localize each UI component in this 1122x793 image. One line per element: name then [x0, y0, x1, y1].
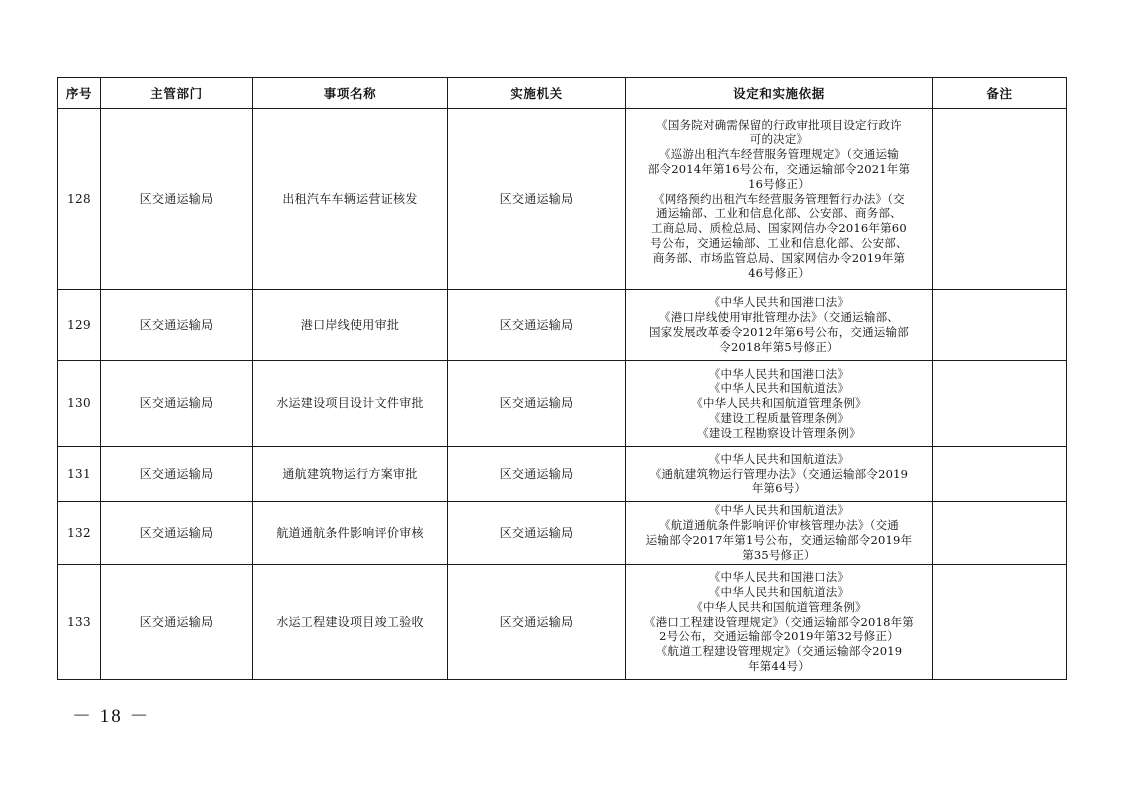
header-competent-department: 主管部门 [101, 78, 253, 109]
row-agency: 区交通运输局 [448, 447, 626, 502]
row-item-name: 航道通航条件影响评价审核 [253, 502, 448, 565]
row-agency: 区交通运输局 [448, 565, 626, 680]
basis-line: 《中华人民共和国港口法》 [708, 570, 850, 585]
basis-line: 《通航建筑物运行管理办法》（交通运输部令2019 [649, 466, 909, 481]
header-remarks: 备注 [933, 78, 1067, 109]
basis-line: 《中华人民共和国航道管理条例》 [691, 396, 867, 411]
basis-line: 《中华人民共和国航道法》 [708, 503, 850, 518]
basis-line: 2号公布，交通运输部令2019年第32号修正） [659, 629, 899, 644]
row-serial-number: 133 [58, 565, 101, 680]
administrative-approval-table [57, 77, 1067, 680]
basis-line: 《航道工程建设管理规定》（交通运输部令2019 [655, 644, 903, 659]
basis-line: 《航道通航条件影响评价审核管理办法》（交通 [659, 518, 899, 533]
row-remarks [933, 502, 1067, 565]
table-row [58, 502, 1067, 565]
basis-line: 《中华人民共和国港口法》 [708, 295, 850, 310]
basis-line: 运输部令2017年第1号公布，交通运输部令2019年 [645, 533, 913, 547]
basis-line: 《建设工程勘察设计管理条例》 [697, 425, 861, 440]
row-legal-basis [626, 565, 933, 680]
row-serial-number: 132 [58, 502, 101, 565]
basis-line: 46号修正） [748, 265, 810, 280]
row-serial-number: 131 [58, 447, 101, 502]
row-serial-number: 129 [58, 290, 101, 361]
row-department: 区交通运输局 [101, 447, 253, 502]
row-serial-number: 128 [58, 109, 101, 290]
basis-line: 16号修正） [748, 176, 810, 191]
basis-line: 《中华人民共和国航道法》 [708, 451, 850, 466]
table-row [58, 361, 1067, 447]
row-remarks [933, 290, 1067, 361]
row-serial-number: 130 [58, 361, 101, 447]
row-department: 区交通运输局 [101, 565, 253, 680]
row-department: 区交通运输局 [101, 290, 253, 361]
basis-line: 《建设工程质量管理条例》 [708, 410, 850, 425]
basis-line: 部令2014年第16号公布，交通运输部令2021年第 [647, 162, 911, 176]
row-agency: 区交通运输局 [448, 502, 626, 565]
row-legal-basis [626, 109, 933, 290]
row-legal-basis [626, 502, 933, 565]
basis-line: 《港口岸线使用审批管理办法》（交通运输部、 [659, 310, 899, 325]
basis-line: 《港口工程建设管理规定》（交通运输部令2018年第 [643, 614, 914, 629]
basis-line: 令2018年第5号修正） [719, 339, 839, 354]
table-row [58, 109, 1067, 290]
basis-line: 工商总局、质检总局、国家网信办令2016年第60 [651, 221, 907, 236]
basis-line: 年第44号） [748, 658, 810, 673]
row-remarks [933, 447, 1067, 502]
row-item-name: 港口岸线使用审批 [253, 290, 448, 361]
header-implementing-agency: 实施机关 [448, 78, 626, 109]
basis-line: 第35号修正） [742, 547, 816, 562]
row-item-name: 水运工程建设项目竣工验收 [253, 565, 448, 680]
row-remarks [933, 109, 1067, 290]
basis-line: 可的决定》 [749, 132, 809, 147]
header-serial-number: 序号 [58, 78, 101, 109]
row-legal-basis [626, 290, 933, 361]
table-row [58, 447, 1067, 502]
row-agency: 区交通运输局 [448, 361, 626, 447]
basis-line: 《网络预约出租汽车经营服务管理暂行办法》（交 [653, 191, 905, 206]
basis-line: 《中华人民共和国港口法》 [708, 366, 850, 381]
row-item-name: 水运建设项目设计文件审批 [253, 361, 448, 447]
row-agency: 区交通运输局 [448, 109, 626, 290]
basis-line: 《国务院对确需保留的行政审批项目设定行政许 [656, 117, 902, 132]
table-row [58, 290, 1067, 361]
row-item-name: 出租汽车车辆运营证核发 [253, 109, 448, 290]
basis-line: 商务部、市场监管总局、国家网信办令2019年第 [652, 250, 906, 265]
header-legal-basis: 设定和实施依据 [626, 78, 933, 109]
page-number: － 18 － [72, 706, 151, 727]
table-row [58, 565, 1067, 680]
table-header-row [58, 78, 1067, 109]
basis-line: 年第6号） [751, 481, 807, 496]
basis-line: 《中华人民共和国航道管理条例》 [691, 599, 867, 614]
basis-line: 《中华人民共和国航道法》 [708, 381, 850, 396]
row-remarks [933, 565, 1067, 680]
basis-line: 通运输部、工业和信息化部、公安部、商务部、 [656, 206, 902, 221]
basis-line: 号公布，交通运输部、工业和信息化部、公安部、 [650, 235, 908, 250]
row-item-name: 通航建筑物运行方案审批 [253, 447, 448, 502]
row-legal-basis [626, 361, 933, 447]
basis-line: 《中华人民共和国航道法》 [708, 585, 850, 599]
row-department: 区交通运输局 [101, 361, 253, 447]
basis-line: 国家发展改革委令2012年第6号公布，交通运输部 [649, 325, 909, 339]
row-remarks [933, 361, 1067, 447]
row-agency: 区交通运输局 [448, 290, 626, 361]
row-legal-basis [626, 447, 933, 502]
header-item-name: 事项名称 [253, 78, 448, 109]
row-department: 区交通运输局 [101, 502, 253, 565]
row-department: 区交通运输局 [101, 109, 253, 290]
basis-line: 《巡游出租汽车经营服务管理规定》（交通运输 [659, 147, 899, 162]
